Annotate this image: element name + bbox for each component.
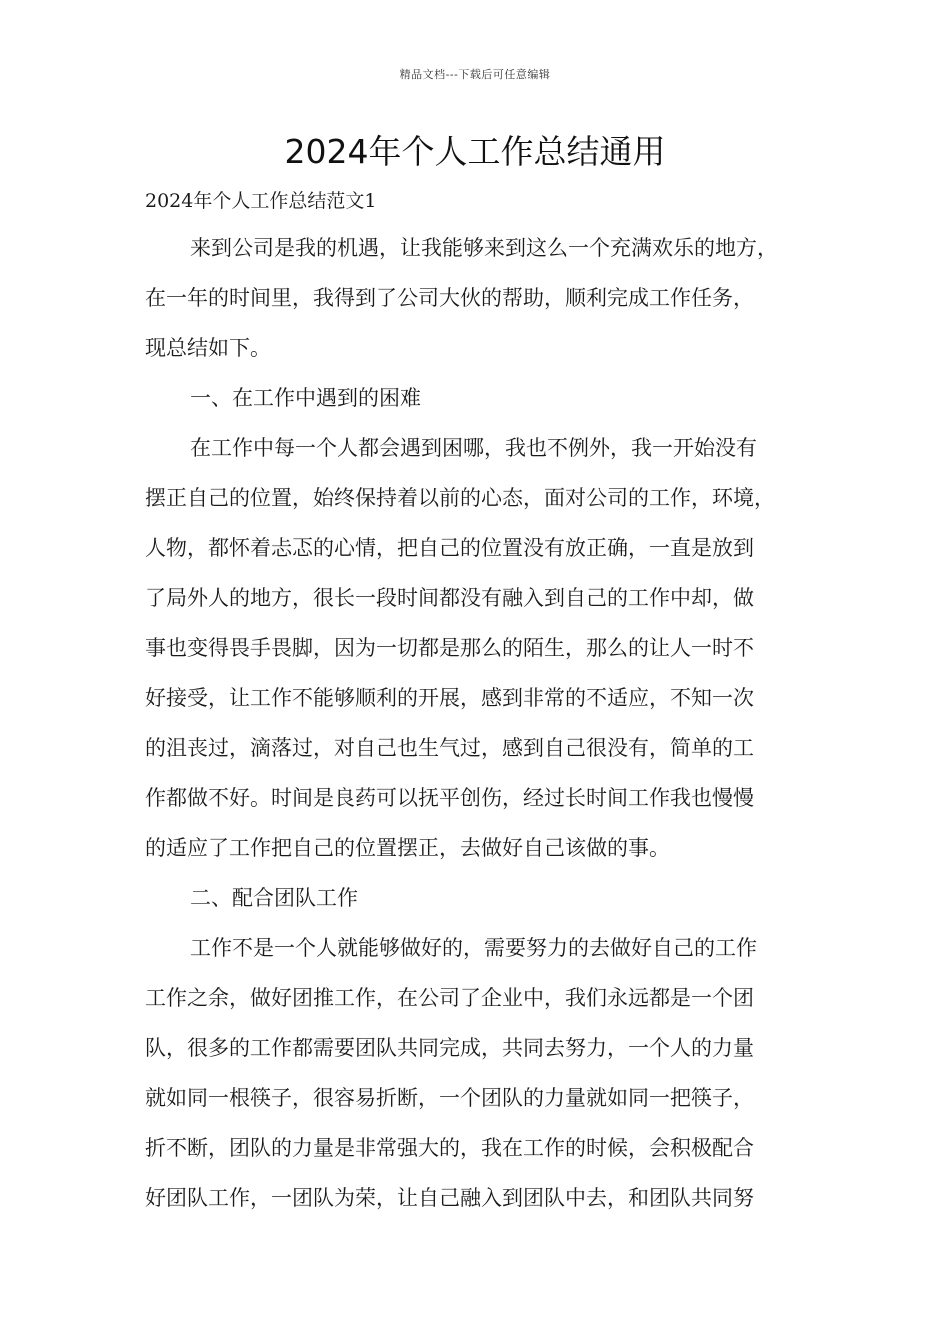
header-note: 精品文档---下载后可任意编辑 <box>399 68 551 81</box>
text-line: 一、在工作中遇到的困难 <box>190 386 421 410</box>
text-line: 来到公司是我的机遇，让我能够来到这么一个充满欢乐的地方， <box>190 236 778 260</box>
text-line: 队，很多的工作都需要团队共同完成，共同去努力，一个人的力量 <box>145 1036 754 1060</box>
section-subtitle: 2024年个人工作总结范文1 <box>145 190 377 212</box>
text-line: 事也变得畏手畏脚，因为一切都是那么的陌生，那么的让人一时不 <box>145 636 754 660</box>
text-line: 工作之余，做好团推工作，在公司了企业中，我们永远都是一个团 <box>145 986 754 1010</box>
text-line: 就如同一根筷子，很容易折断，一个团队的力量就如同一把筷子， <box>145 1086 754 1110</box>
text-line: 作都做不好。时间是良药可以抚平创伤，经过长时间工作我也慢慢 <box>145 786 754 810</box>
text-line: 好接受，让工作不能够顺利的开展，感到非常的不适应，不知一次 <box>145 686 754 710</box>
text-line: 在一年的时间里，我得到了公司大伙的帮助，顺利完成工作任务， <box>145 286 754 310</box>
text-line: 的沮丧过，滴落过，对自己也生气过，感到自己很没有，简单的工 <box>145 736 754 760</box>
text-line: 二、配合团队工作 <box>190 886 358 910</box>
text-line: 折不断，团队的力量是非常强大的，我在工作的时候，会积极配合 <box>145 1136 754 1160</box>
text-line: 的适应了工作把自己的位置摆正，去做好自己该做的事。 <box>145 836 670 860</box>
body-text <box>145 223 825 1223</box>
text-line: 好团队工作，一团队为荣，让自己融入到团队中去，和团队共同努 <box>145 1186 754 1210</box>
text-line: 工作不是一个人就能够做好的，需要努力的去做好自己的工作 <box>190 936 757 960</box>
text-line: 人物，都怀着忐忑的心情，把自己的位置没有放正确，一直是放到 <box>145 536 754 560</box>
text-line: 了局外人的地方，很长一段时间都没有融入到自己的工作中却，做 <box>145 586 754 610</box>
text-line: 在工作中每一个人都会遇到困哪，我也不例外，我一开始没有 <box>190 436 757 460</box>
page-title: 2024年个人工作总结通用 <box>284 132 666 171</box>
text-line: 现总结如下。 <box>145 336 271 360</box>
text-line: 摆正自己的位置，始终保持着以前的心态，面对公司的工作，环境， <box>145 486 775 510</box>
